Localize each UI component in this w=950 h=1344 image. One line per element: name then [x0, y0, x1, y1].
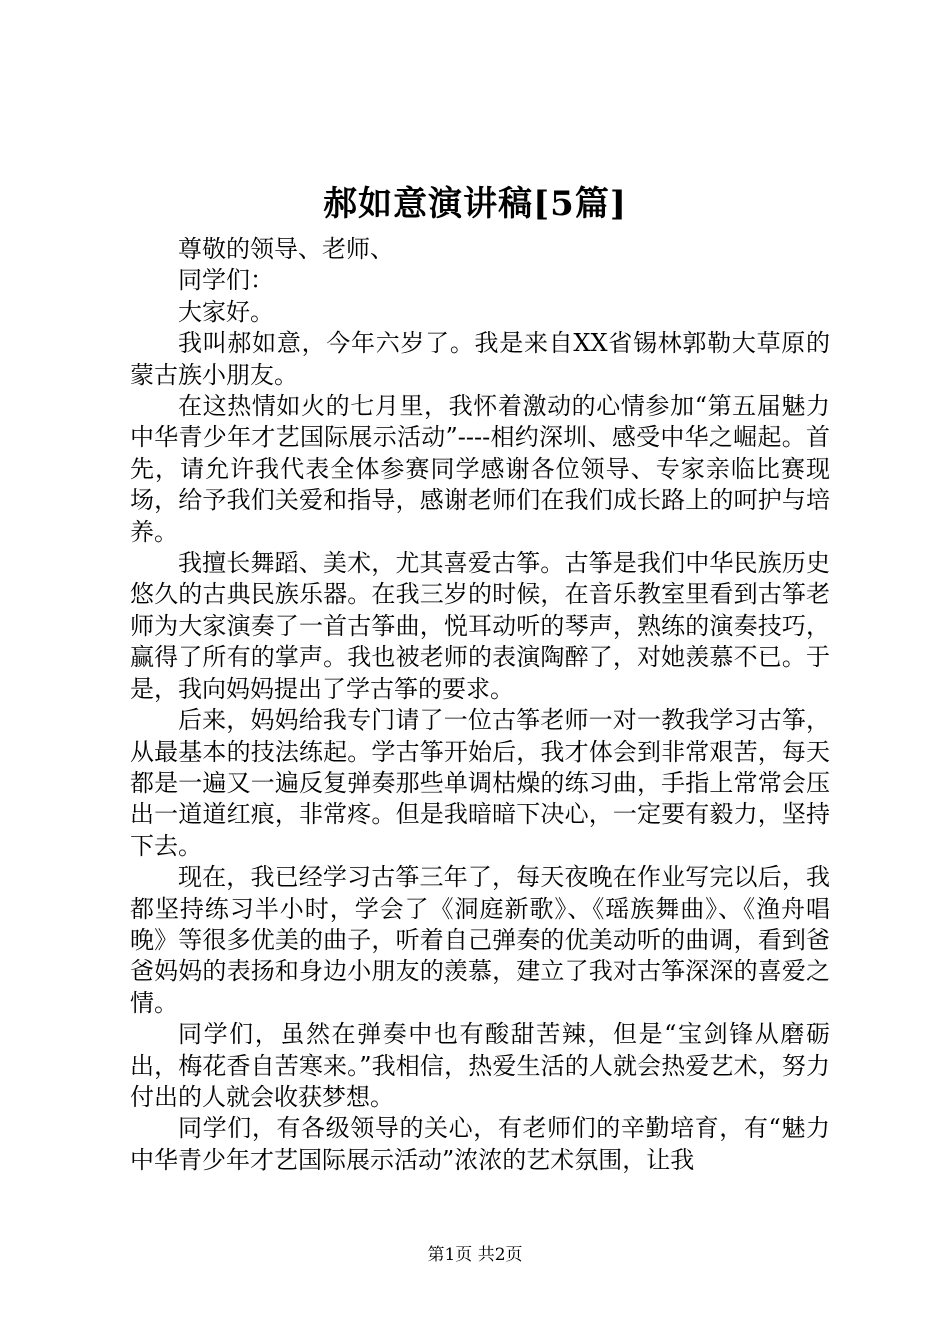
document-body: [130, 234, 830, 1176]
paragraph: 大家好。: [178, 297, 274, 326]
paragraph: 同学们，有各级领导的关心，有老师们的辛勤培育，有“魅力中华青少年才艺国际展示活动”浓浓的艺术氛围，让我: [130, 1114, 830, 1174]
paragraph: 同学们：: [178, 266, 274, 295]
paragraph: 同学们，虽然在弹奏中也有酸甜苦辣，但是“宝剑锋从磨砺出，梅花香自苦寒来。”我相信，热爱生活的人就会热爱艺术，努力付出的人就会收获梦想。: [130, 1020, 830, 1111]
paragraph: 我擅长舞蹈、美术，尤其喜爱古筝。古筝是我们中华民族历史悠久的古典民族乐器。在我三岁的时候，在音乐教室里看到古筝老师为大家演奏了一首古筝曲，悦耳动听的琴声，熟练的演奏技巧，赢得了所有的掌声。我也被老师的表演陶醉了，对她羡慕不已。于是，我向妈妈提出了学古筝的要求。: [130, 549, 830, 703]
paragraph: 我叫郝如意，今年六岁了。我是来自XX省锡林郭勒大草原的蒙古族小朋友。: [130, 329, 830, 389]
paragraph: 尊敬的领导、老师、: [178, 235, 394, 263]
document-title: 郝如意演讲稿[5篇]: [323, 184, 627, 224]
paragraph: 后来，妈妈给我专门请了一位古筝老师一对一教我学习古筝，从最基本的技法练起。学古筝开始后，我才体会到非常艰苦，每天都是一遍又一遍反复弹奏那些单调枯燥的练习曲，手指上常常会压出一道道红痕，非常疼。但是我暗暗下决心，一定要有毅力，坚持下去。: [130, 706, 830, 860]
paragraph: 现在，我已经学习古筝三年了，每天夜晚在作业写完以后，我都坚持练习半小时，学会了《洞庭新歌》、《瑶族舞曲》、《渔舟唱晚》等很多优美的曲子，听着自己弹奏的优美动听的曲调，看到爸爸妈妈的表扬和身边小朋友的羡慕，建立了我对古筝深深的喜爱之情。: [130, 863, 830, 1017]
page-number-footer: 第1页 共2页: [427, 1245, 523, 1265]
paragraph: 在这热情如火的七月里，我怀着激动的心情参加“第五届魅力中华青少年才艺国际展示活动”----相约深圳、感受中华之崛起。首先，请允许我代表全体参赛同学感谢各位领导、专家亲临比赛现场，给予我们关爱和指导，感谢老师们在我们成长路上的呵护与培养。: [130, 392, 830, 546]
